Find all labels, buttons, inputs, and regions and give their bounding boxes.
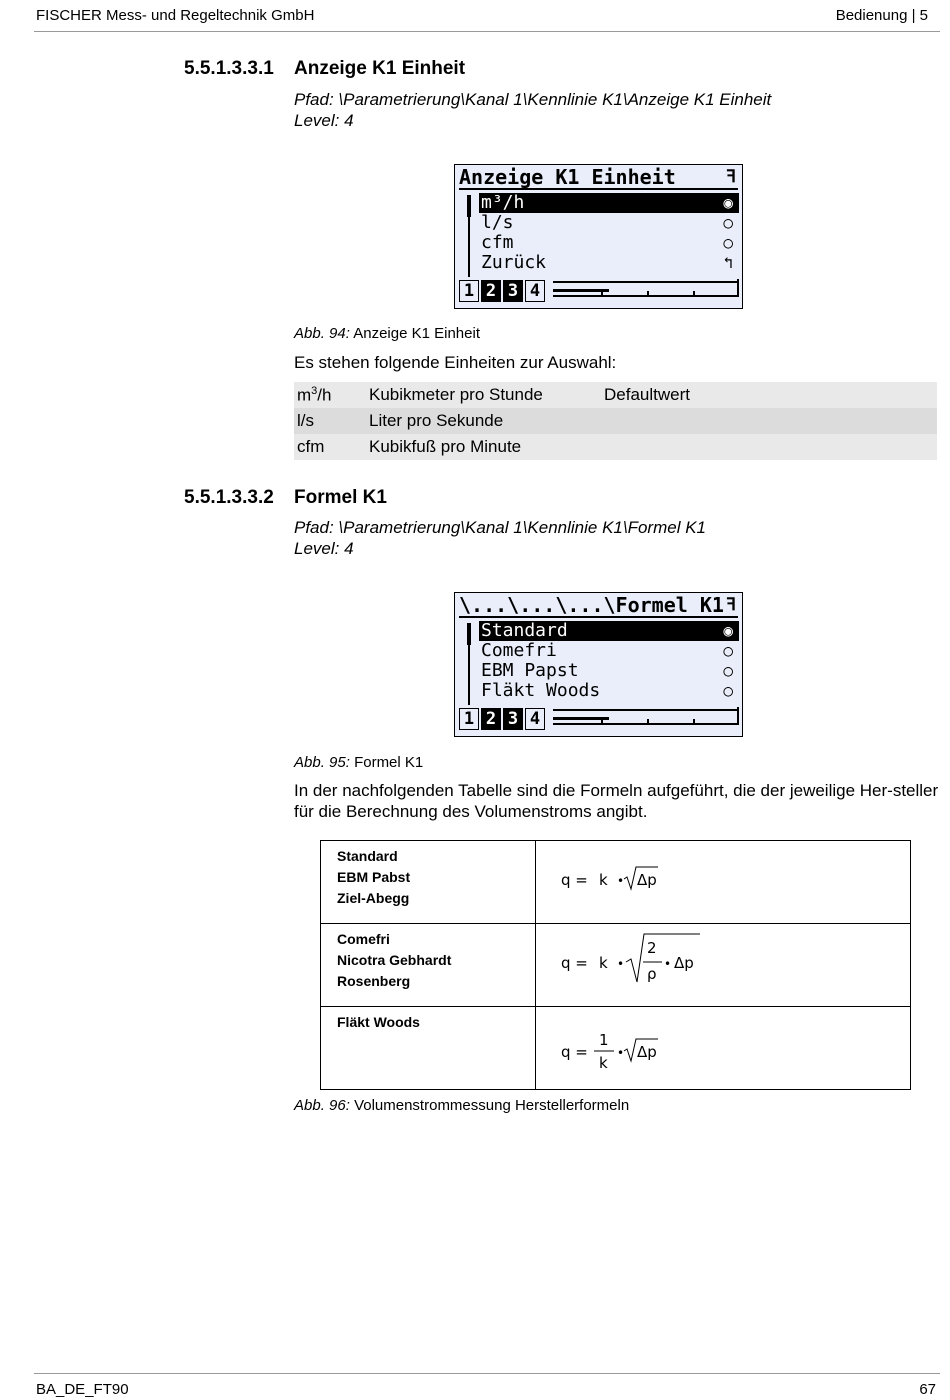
lcd-list-item[interactable] — [479, 641, 739, 661]
lcd-list-item[interactable] — [479, 621, 739, 641]
scrollbar-track — [468, 643, 470, 705]
lcd-list-item[interactable] — [479, 253, 739, 273]
figure-caption — [294, 1097, 629, 1114]
footer-page-number: 67 — [919, 1381, 936, 1398]
level-tab: 3 — [503, 708, 523, 730]
menu-level: Level: 4 — [294, 539, 354, 558]
unit-cell: l/s — [297, 411, 314, 430]
level-tabs — [459, 708, 545, 732]
svg-text:k: k — [599, 954, 608, 972]
svg-text:q =: q = — [561, 1043, 588, 1061]
table-row — [321, 1007, 911, 1090]
level-tab: 1 — [459, 280, 479, 302]
formula-fraction-sqrt — [536, 1007, 910, 1085]
scrollbar-track — [468, 215, 470, 277]
lcd-list-item[interactable] — [479, 213, 739, 233]
menu-path: Pfad: \Parametrierung\Kanal 1\Kennlinie K1\Formel K1 — [294, 518, 707, 537]
unit-desc: Kubikmeter pro Stunde — [369, 385, 543, 404]
unit-note — [601, 434, 937, 460]
section-number: 5.5.1.3.3.2 — [184, 487, 274, 508]
radio-selected-icon: ◉ — [723, 193, 733, 212]
lcd-item-label: Zurück — [481, 252, 547, 273]
caption-prefix: Abb. 95: — [294, 754, 350, 771]
formula-sqrt — [536, 841, 910, 919]
lcd-title: Anzeige K1 Einheit — [459, 165, 676, 189]
svg-text:q =: q = — [561, 871, 588, 889]
lcd-list-item[interactable] — [479, 661, 739, 681]
paragraph: In der nachfolgenden Tabelle sind die Formeln aufgeführt, die der jeweilige Her-steller für die Berechnung des Volumenstroms angibt. — [294, 781, 939, 821]
radio-empty-icon: ○ — [723, 681, 733, 700]
level-tab: 2 — [481, 280, 501, 302]
lcd-item-label: Fläkt Woods — [481, 680, 601, 701]
unit-table — [294, 382, 937, 460]
svg-text:•: • — [617, 957, 625, 971]
lcd-item-label: EBM Papst — [481, 660, 579, 681]
table-row — [294, 382, 937, 408]
caption-prefix: Abb. 96: — [294, 1097, 350, 1114]
scrollbar-thumb — [467, 623, 471, 645]
radio-empty-icon: ○ — [723, 213, 733, 232]
unit-cell: $m^3/h$ — [297, 384, 332, 405]
lcd-screen — [454, 164, 743, 309]
table-row — [321, 924, 911, 1007]
progress-ruler — [553, 707, 739, 731]
unit-note — [601, 408, 937, 434]
back-arrow-icon: ↰ — [723, 253, 733, 272]
header-company: FISCHER Mess- und Regeltechnik GmbH — [36, 7, 315, 24]
footer-doc-id: BA_DE_FT90 — [36, 1381, 129, 1398]
svg-text:•: • — [617, 1046, 625, 1060]
level-tab: 4 — [525, 280, 545, 302]
figure-caption — [294, 754, 423, 771]
formula-cell — [536, 841, 911, 924]
radio-selected-icon: ◉ — [723, 621, 733, 640]
header-divider — [34, 31, 940, 32]
svg-text:ρ: ρ — [647, 965, 657, 983]
table-row — [321, 841, 911, 924]
svg-text:2: 2 — [647, 939, 657, 957]
caption-text: Volumenstrommessung Herstellerformeln — [354, 1097, 630, 1114]
level-tab: 3 — [503, 280, 523, 302]
lcd-list-item[interactable] — [479, 233, 739, 253]
lcd-screen — [454, 592, 743, 737]
lcd-divider — [459, 188, 738, 190]
lcd-item-label: Standard — [481, 620, 568, 641]
key-icon: ꟻ — [726, 167, 736, 187]
lcd-item-label: m³/h — [481, 192, 525, 213]
svg-text:•: • — [664, 957, 672, 971]
lcd-list-item[interactable] — [479, 681, 739, 701]
section-title: Formel K1 — [294, 487, 387, 508]
maker-cell: Comefri Nicotra Gebhardt Rosenberg — [321, 924, 536, 1007]
formula-table — [320, 840, 911, 1090]
header-chapter: Bedienung | 5 — [835, 7, 928, 24]
svg-text:k: k — [599, 871, 608, 889]
level-tabs — [459, 280, 545, 304]
svg-text:1: 1 — [599, 1031, 609, 1049]
progress-ruler — [553, 279, 739, 303]
lcd-title: \...\...\...\Formel K1 — [459, 593, 724, 617]
level-tab: 4 — [525, 708, 545, 730]
lcd-item-label: l/s — [481, 212, 514, 233]
radio-empty-icon: ○ — [723, 661, 733, 680]
figure-caption — [294, 325, 480, 342]
unit-desc: Liter pro Sekunde — [369, 411, 504, 430]
lcd-item-label: Comefri — [481, 640, 557, 661]
radio-empty-icon: ○ — [723, 233, 733, 252]
svg-text:q =: q = — [561, 954, 588, 972]
scrollbar-thumb — [467, 195, 471, 217]
table-row — [294, 434, 937, 460]
formula-sqrt-fraction — [536, 924, 910, 1002]
footer-divider — [34, 1373, 940, 1374]
maker-cell: Fläkt Woods — [321, 1007, 536, 1090]
caption-prefix: Abb. 94: — [294, 325, 350, 342]
radio-empty-icon: ○ — [723, 641, 733, 660]
lcd-list-item[interactable] — [479, 193, 739, 213]
unit-note: Defaultwert — [604, 385, 690, 404]
formula-cell — [536, 1007, 911, 1090]
key-icon: ꟻ — [726, 595, 736, 615]
table-row — [294, 408, 937, 434]
svg-text:•: • — [617, 874, 625, 888]
paragraph: Es stehen folgende Einheiten zur Auswahl: — [294, 353, 617, 372]
level-tab: 1 — [459, 708, 479, 730]
menu-path: Pfad: \Parametrierung\Kanal 1\Kennlinie K1\Anzeige K1 Einheit — [294, 90, 772, 109]
unit-cell: cfm — [297, 437, 325, 456]
svg-text:Δp: Δp — [674, 954, 694, 972]
caption-text: Formel K1 — [354, 754, 424, 771]
level-tab: 2 — [481, 708, 501, 730]
svg-text:Δp: Δp — [637, 871, 657, 889]
maker-cell: Standard EBM Pabst Ziel-Abegg — [321, 841, 536, 924]
section-title: Anzeige K1 Einheit — [294, 58, 466, 79]
formula-cell — [536, 924, 911, 1007]
svg-text:k: k — [599, 1054, 608, 1072]
lcd-item-label: cfm — [481, 232, 514, 253]
menu-level: Level: 4 — [294, 111, 354, 130]
lcd-divider — [459, 616, 738, 618]
unit-desc: Kubikfuß pro Minute — [369, 437, 522, 456]
caption-text: Anzeige K1 Einheit — [353, 325, 480, 342]
section-number: 5.5.1.3.3.1 — [184, 58, 274, 79]
svg-text:Δp: Δp — [637, 1043, 657, 1061]
